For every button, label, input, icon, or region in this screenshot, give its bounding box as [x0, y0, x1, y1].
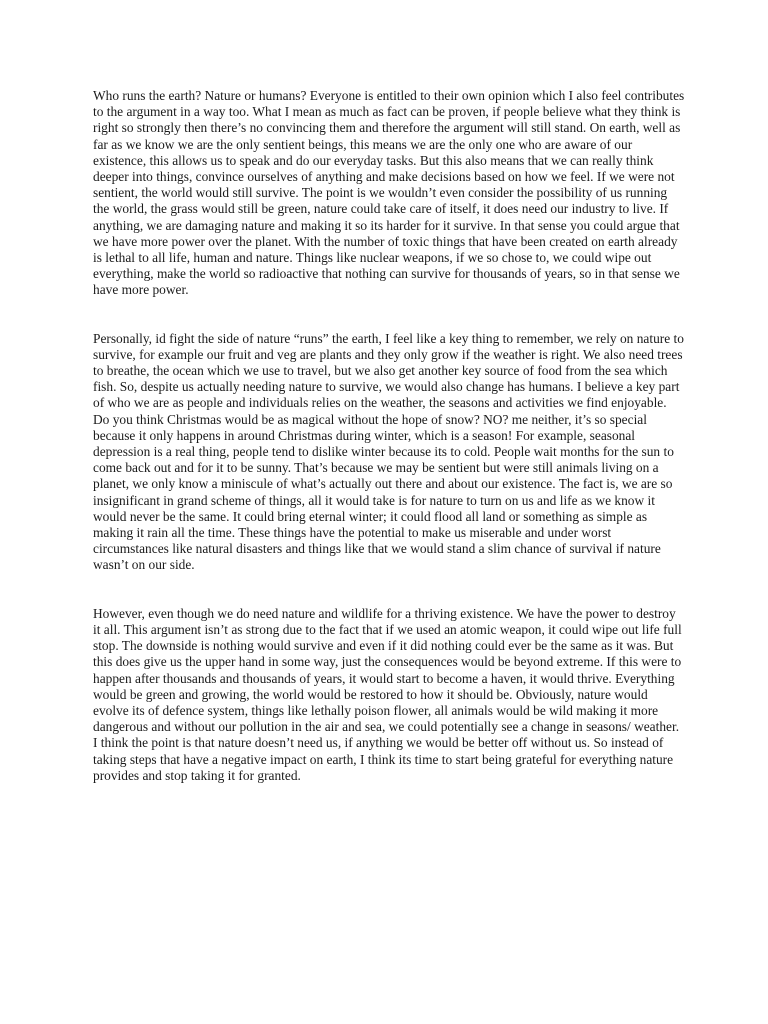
essay-paragraph-1: Who runs the earth? Nature or humans? Everyone is entitled to their own opinion which I also feel contributes to the argument in a way too. What I mean as much as fact can be proven, if people believe what they think is right so strongly then there’s no convincing them and therefore the argument will still stand. On earth, well as far as we know we are the only sentient beings, this means we are the only one who are aware of our existence, this allows us to speak and do our everyday tasks. But this also means that we can really think deeper into things, convince ourselves of anything and make decisions based on how we feel. If we were not sentient, the world would still survive. The point is we wouldn’t even consider the possibility of us running the world, the grass would still be green, nature could take care of itself, it does need our industry to live. If anything, we are damaging nature and making it so its harder for it survive. In that sense you could argue that we have more power over the planet. With the number of toxic things that have been created on earth already is lethal to all life, human and nature. Things like nuclear weapons, if we so chose to, we could wipe out everything, make the world so radioactive that nothing can survive for thousands of years, so in that sense we have more power. [93, 88, 685, 298]
essay-paragraph-2: Personally, id fight the side of nature “runs” the earth, I feel like a key thing to remember, we rely on nature to survive, for example our fruit and veg are plants and they only grow if the weather is right. We also need trees to breathe, the ocean which we use to travel, but we also get another key source of food from the sea which fish. So, despite us actually needing nature to survive, we would also change has humans. I believe a key part of who we are as people and individuals relies on the weather, the seasons and activities we find enjoyable. Do you think Christmas would be as magical without the hope of snow? NO? me neither, it’s so special because it only happens in around Christmas during winter, which is a season! For example, seasonal depression is a real thing, people tend to dislike winter because its to cold. People wait months for the sun to come back out and for it to be sunny. That’s because we may be sentient but were still animals living on a planet, we only know a miniscule of what’s actually out there and about our existence. The fact is, we are so insignificant in grand scheme of things, all it would take is for nature to turn on us and life as we know it would never be the same. It could bring eternal winter; it could flood all land or something as simple as making it rain all the time. These things have the potential to make us miserable and under worst circumstances like natural disasters and things like that we would stand a slim chance of survival if nature wasn’t on our side. [93, 330, 684, 573]
essay-body [93, 88, 685, 784]
essay-paragraph-3: However, even though we do need nature and wildlife for a thriving existence. We have the power to destroy it all. This argument isn’t as strong due to the fact that if we used an atomic weapon, it could wipe out life full stop. The downside is nothing would survive and even if it did nothing could ever be the same as it was. But this does give us the upper hand in some way, just the consequences would be beyond extreme. If this were to happen after thousands and thousands of years, it would start to become a haven, it would thrive. Everything would be green and growing, the world would be restored to how it should be. Obviously, nature would evolve its of defence system, things like lethally poison flower, all animals would be wild making it more dangerous and without our pollution in the air and sea, we could potentially see a change in seasons/ weather. I think the point is that nature doesn’t need us, if anything we would be better off without us. So instead of taking steps that have a negative impact on earth, I think its time to start being grateful for everything nature provides and stop taking it for granted. [93, 605, 682, 783]
